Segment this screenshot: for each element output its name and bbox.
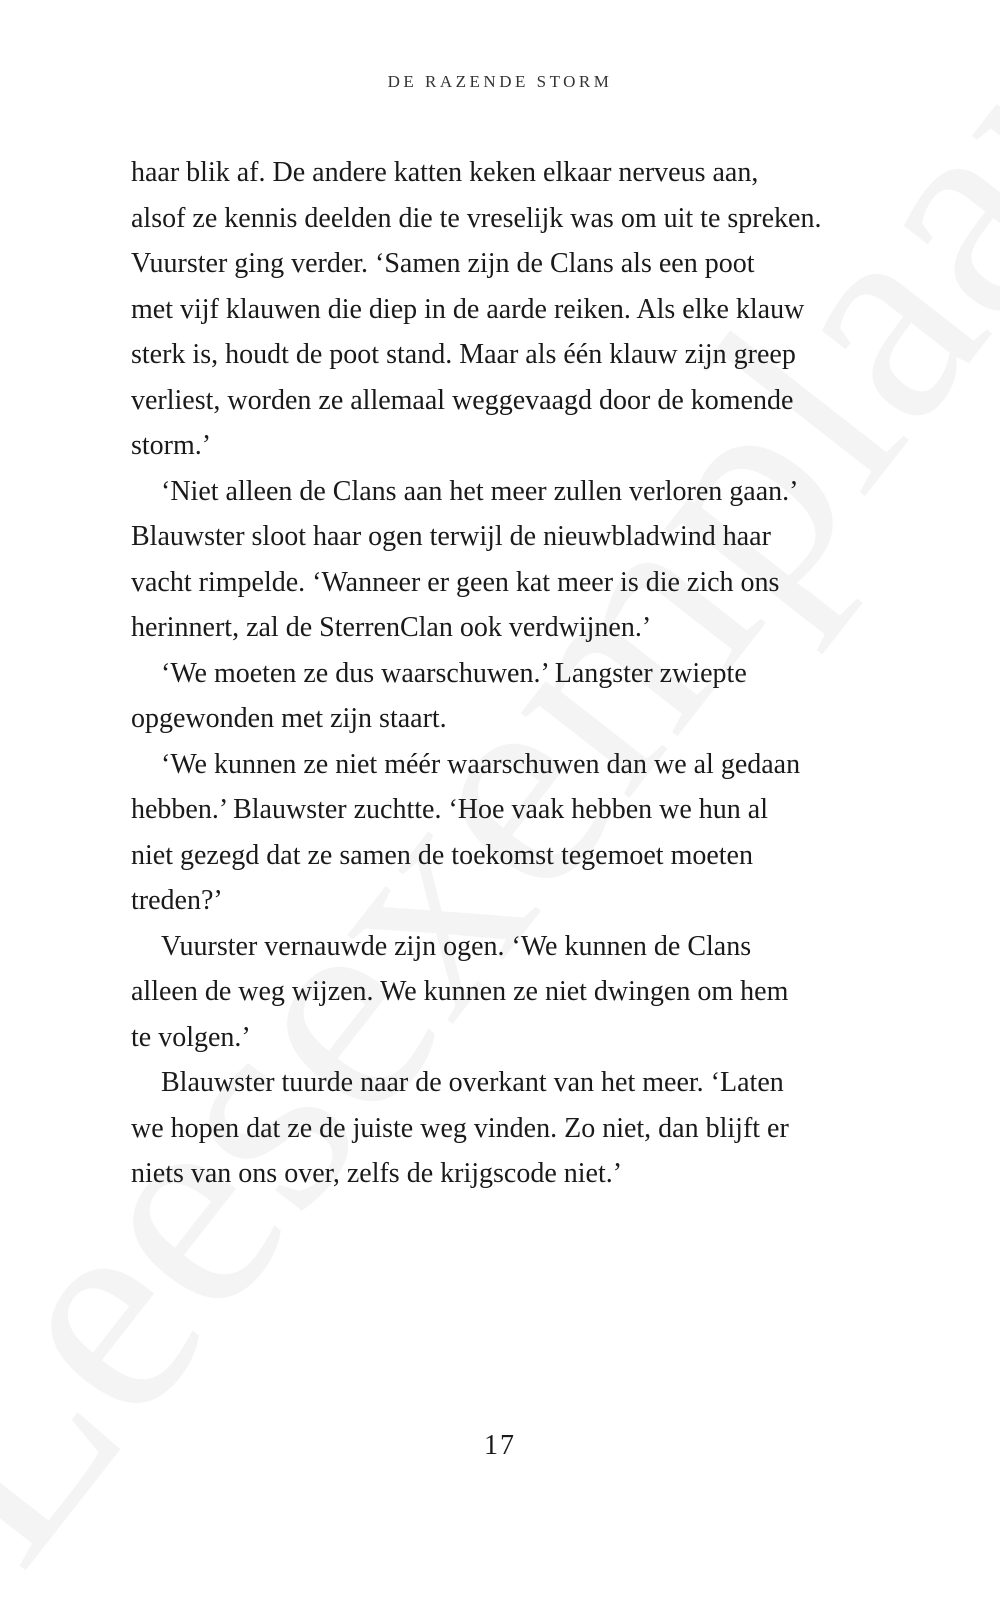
paragraph xyxy=(131,651,871,742)
body-text xyxy=(131,150,871,1197)
text-line: herinnert, zal de SterrenClan ook verdwijnen.’ xyxy=(131,612,652,643)
paragraph xyxy=(131,742,871,924)
text-line: haar blik af. De andere katten keken elkaar nerveus aan, xyxy=(131,157,759,188)
text-line: verliest, worden ze allemaal weggevaagd door de komende xyxy=(131,384,794,416)
paragraph xyxy=(131,150,871,469)
paragraph xyxy=(131,1060,871,1197)
text-line: sterk is, houdt de poot stand. Maar als één klauw zijn greep xyxy=(131,339,796,370)
paragraph xyxy=(131,469,871,651)
text-line: te volgen.’ xyxy=(131,1021,251,1053)
text-line: ‘We moeten ze dus waarschuwen.’ Langster zwiepte xyxy=(161,657,747,689)
text-line: hebben.’ Blauwster zuchtte. ‘Hoe vaak hebben we hun al xyxy=(131,794,769,825)
text-line: alsof ze kennis deelden die te vreselijk was om uit te spreken. xyxy=(131,202,822,234)
text-line: ‘We kunnen ze niet méér waarschuwen dan we al gedaan xyxy=(161,748,801,780)
text-line: Blauwster tuurde naar de overkant van het meer. ‘Laten xyxy=(161,1067,784,1098)
page-number: 17 xyxy=(484,1430,516,1461)
text-line: niet gezegd dat ze samen de toekomst tegemoet moeten xyxy=(131,839,753,871)
text-line: Blauwster sloot haar ogen terwijl de nieuwbladwind haar xyxy=(131,521,771,552)
text-line: alleen de weg wijzen. We kunnen ze niet dwingen om hem xyxy=(131,976,789,1007)
text-line: we hopen dat ze de juiste weg vinden. Zo niet, dan blijft er xyxy=(131,1112,789,1144)
text-line: treden?’ xyxy=(131,885,223,916)
text-line: storm.’ xyxy=(131,430,212,461)
text-line: opgewonden met zijn staart. xyxy=(131,703,447,734)
text-line: Vuurster vernauwde zijn ogen. ‘We kunnen de Clans xyxy=(161,930,752,962)
running-header: DE RAZENDE STORM xyxy=(387,72,613,91)
paragraph xyxy=(131,924,871,1061)
text-line: ‘Niet alleen de Clans aan het meer zullen verloren gaan.’ xyxy=(161,475,799,507)
text-line: met vijf klauwen die diep in de aarde reiken. Als elke klauw xyxy=(131,293,805,325)
text-line: Vuurster ging verder. ‘Samen zijn de Clans als een poot xyxy=(131,248,755,279)
text-line: niets van ons over, zelfs de krijgscode niet.’ xyxy=(131,1158,623,1189)
text-line: vacht rimpelde. ‘Wanneer er geen kat meer is die zich ons xyxy=(131,566,780,598)
